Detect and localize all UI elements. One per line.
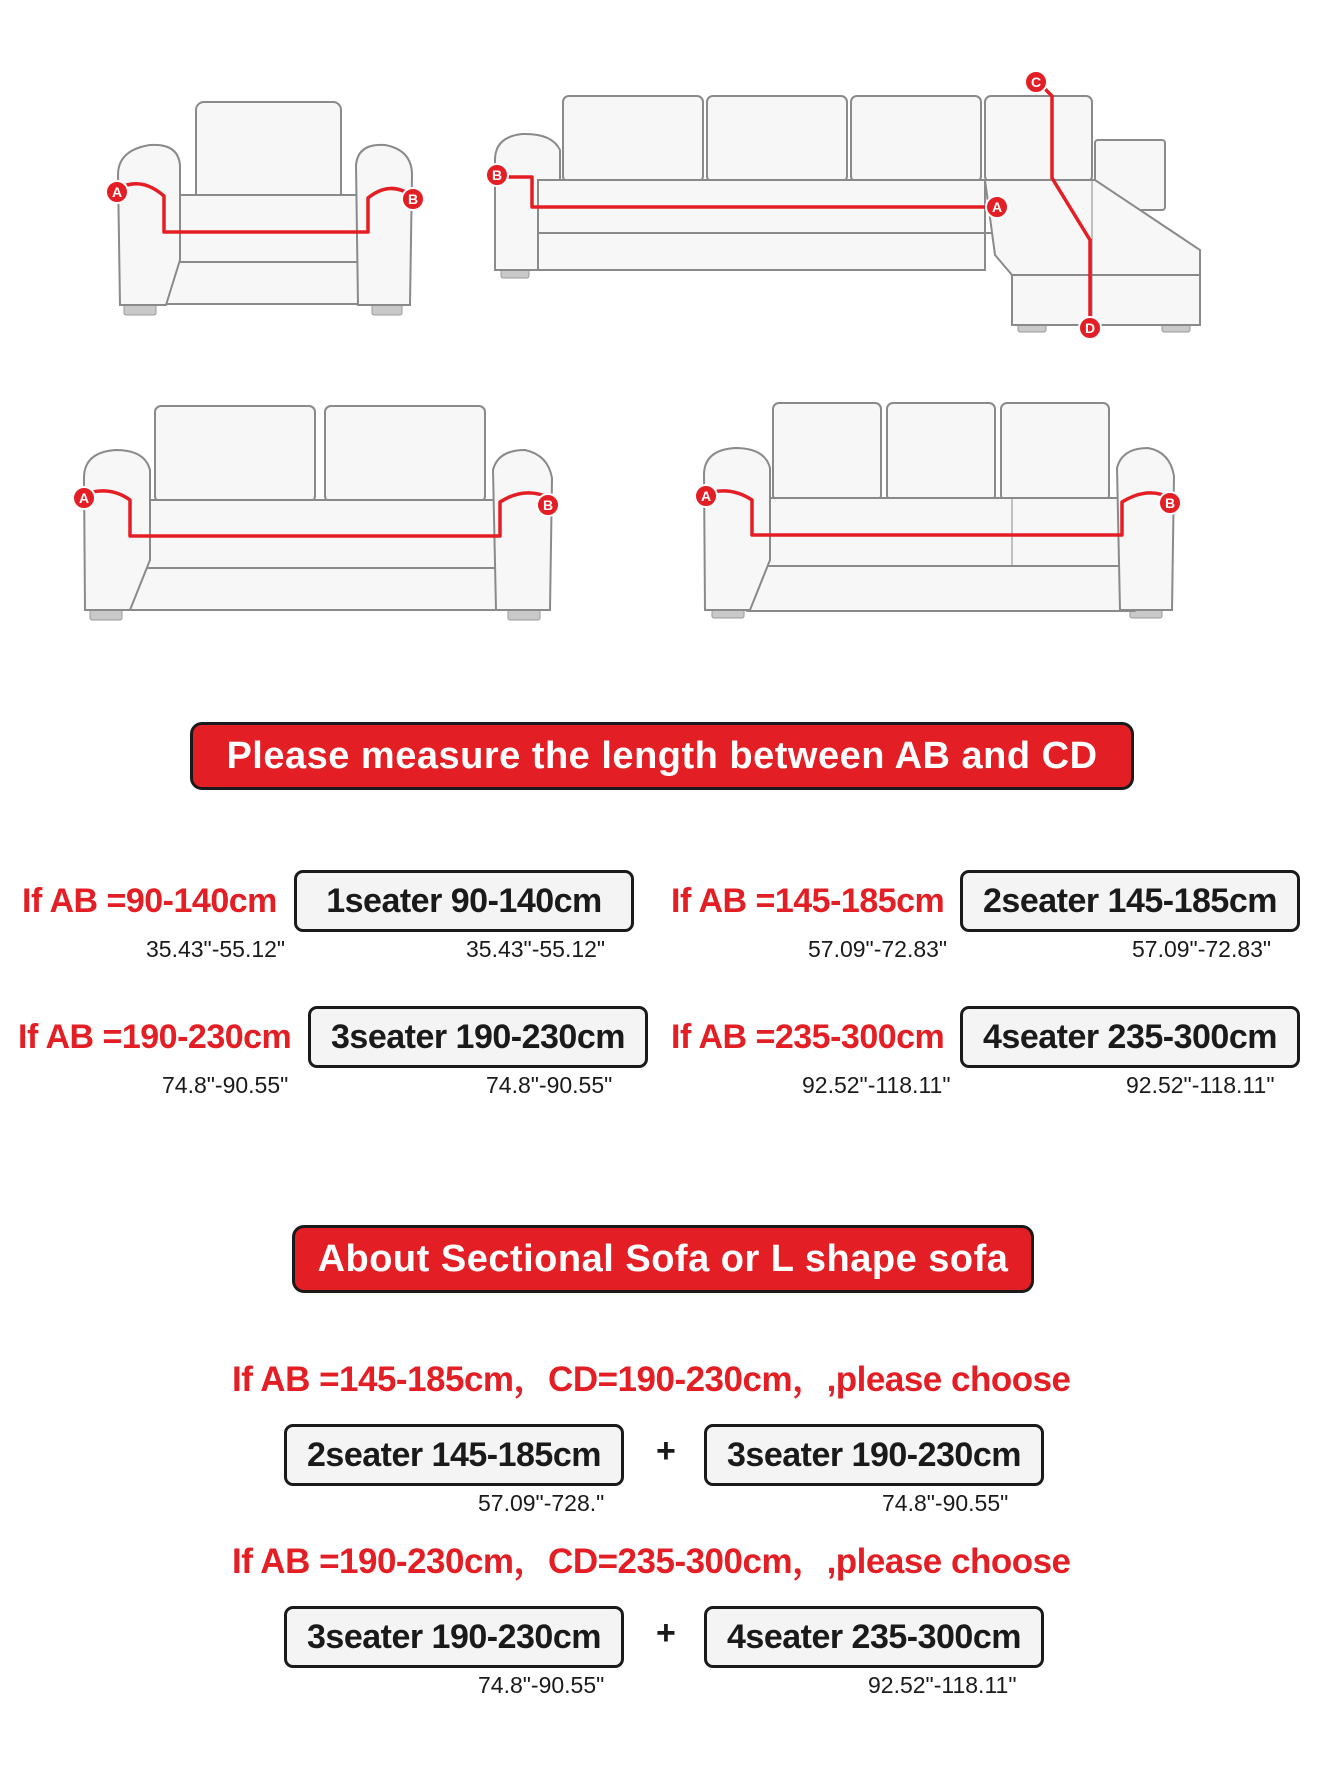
if-ab-inch: 57.09"-72.83" (808, 936, 948, 962)
svg-text:A: A (78, 490, 90, 506)
if-ab-label: If AB =190-230cm (18, 1018, 292, 1056)
size-option-inch: 92.52"-118.11" (1126, 1072, 1275, 1098)
plus-sign: + (656, 1432, 676, 1470)
if-ab-inch: 74.8"-90.55" (162, 1072, 289, 1098)
size-option-inch: 74.8"-90.55" (486, 1072, 613, 1098)
svg-text:A: A (700, 488, 712, 504)
sectional-right-inch: 74.8"-90.55" (882, 1490, 1009, 1516)
sectional-right-option: 4seater 235-300cm (704, 1606, 1044, 1668)
sectional-left-inch: 57.09"-728." (478, 1490, 605, 1516)
sectional-left-inch: 74.8"-90.55" (478, 1672, 605, 1698)
svg-text:D: D (1084, 320, 1096, 336)
armchair-illustration (116, 102, 412, 315)
sectional-banner: About Sectional Sofa or L shape sofa (292, 1225, 1034, 1293)
sectional-right-inch: 92.52"-118.11" (868, 1672, 1017, 1698)
sectional-sofa-illustration (495, 82, 1200, 332)
if-ab-inch: 92.52"-118.11" (802, 1072, 951, 1098)
sectional-right-option: 3seater 190-230cm (704, 1424, 1044, 1486)
two-seater-illustration (80, 406, 552, 620)
svg-text:C: C (1030, 74, 1042, 90)
sectional-condition: If AB =190-230cm，CD=235-300cm，,please choose (232, 1542, 1071, 1581)
three-seater-illustration (700, 403, 1174, 618)
size-option-inch: 35.43"-55.12" (466, 936, 606, 962)
if-ab-inch: 35.43"-55.12" (146, 936, 286, 962)
svg-text:B: B (407, 191, 419, 207)
sectional-left-option: 3seater 190-230cm (284, 1606, 624, 1668)
sectional-condition: If AB =145-185cm，CD=190-230cm，,please choose (232, 1360, 1071, 1399)
svg-text:A: A (991, 199, 1003, 215)
if-ab-label: If AB =235-300cm (671, 1018, 945, 1056)
size-option-3seater: 3seater 190-230cm (308, 1006, 648, 1068)
svg-text:B: B (542, 497, 554, 513)
if-ab-label: If AB =90-140cm (22, 882, 277, 920)
size-option-inch: 57.09"-72.83" (1132, 936, 1272, 962)
plus-sign: + (656, 1614, 676, 1652)
sectional-left-option: 2seater 145-185cm (284, 1424, 624, 1486)
size-option-4seater: 4seater 235-300cm (960, 1006, 1300, 1068)
sofa-diagrams (0, 0, 1340, 640)
svg-text:A: A (111, 184, 123, 200)
measure-banner: Please measure the length between AB and CD (190, 722, 1134, 790)
size-option-1seater: 1seater 90-140cm (294, 870, 634, 932)
svg-text:B: B (1164, 495, 1176, 511)
svg-text:B: B (491, 167, 503, 183)
if-ab-label: If AB =145-185cm (671, 882, 945, 920)
size-option-2seater: 2seater 145-185cm (960, 870, 1300, 932)
